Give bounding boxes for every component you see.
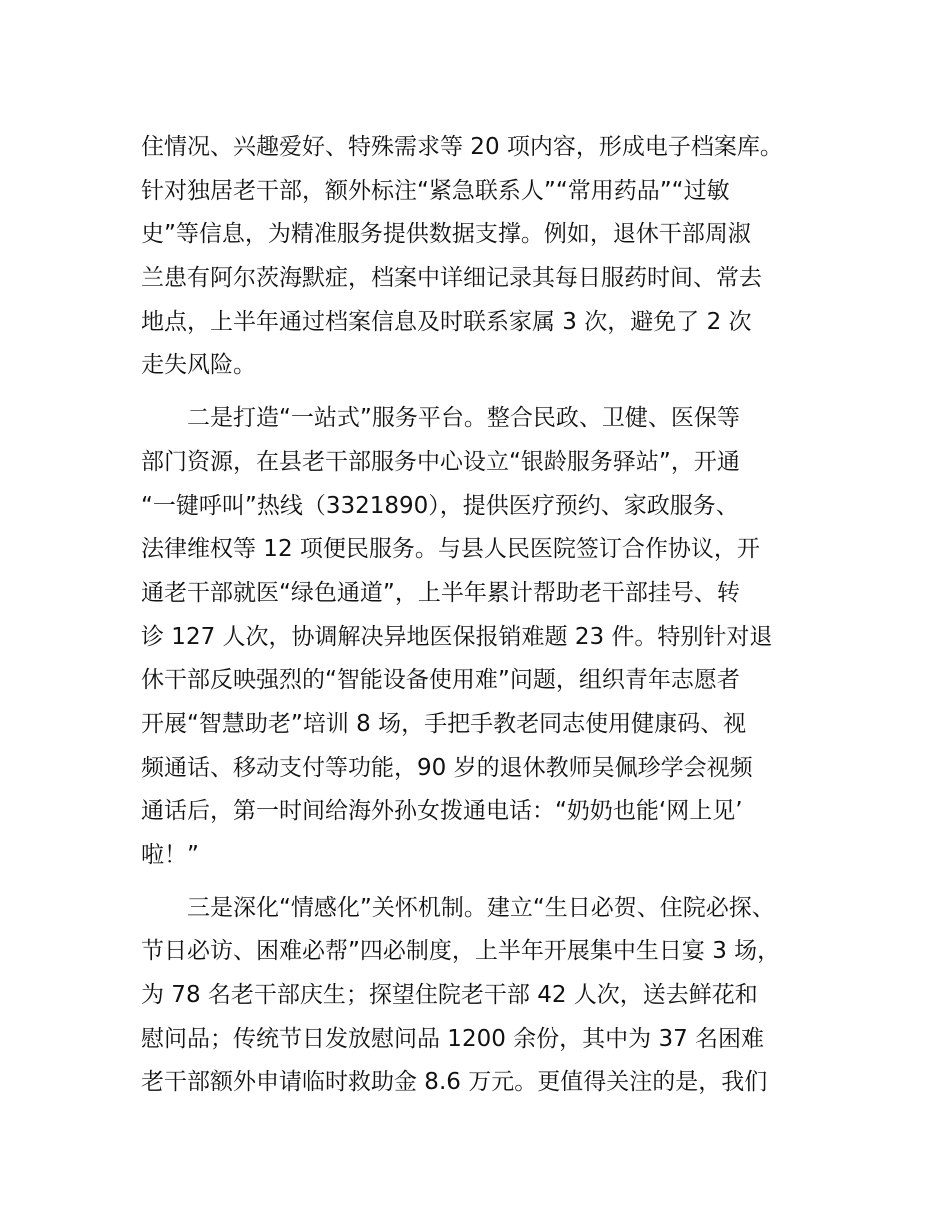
- paragraph: [141, 887, 831, 1105]
- text-line: 频通话、移动支付等功能，90 岁的退休教师吴佩珍学会视频: [141, 754, 753, 781]
- paragraph: [141, 397, 831, 878]
- text-line: 史”等信息，为精准服务提供数据支撑。例如，退休干部周淑: [141, 221, 751, 248]
- text-line: 兰患有阿尔茨海默症，档案中详细记录其每日服药时间、常去: [141, 265, 762, 292]
- text-line: 节日必访、困难必帮”四必制度，上半年开展集中生日宴 3 场，: [141, 938, 781, 965]
- text-line: 三是深化“情感化”关怀机制。建立“生日必贺、住院必探、: [141, 894, 775, 921]
- text-line: 休干部反映强烈的“智能设备使用难”问题，组织青年志愿者: [141, 667, 740, 694]
- text-line: “一键呼叫”热线（3321890），提供医疗预约、家政服务、: [141, 492, 739, 519]
- paragraph: [141, 126, 831, 388]
- text-line: 通话后，第一时间给海外孙女拨通电话：“奶奶也能‘网上见’: [141, 798, 743, 825]
- text-line: 针对独居老干部，额外标注“紧急联系人”“常用药品”“过敏: [141, 177, 730, 204]
- text-line: 为 78 名老干部庆生；探望住院老干部 42 人次，送去鲜花和: [141, 982, 758, 1009]
- text-line: 啦！”: [141, 842, 199, 868]
- text-line: 地点，上半年通过档案信息及时联系家属 3 次，避免了 2 次: [141, 308, 752, 335]
- text-line: 慰问品；传统节日发放慰问品 1200 余份，其中为 37 名困难: [141, 1025, 765, 1052]
- text-line: 通老干部就医“绿色通道”，上半年累计帮助老干部挂号、转: [141, 579, 740, 606]
- text-line: 诊 127 人次，协调解决异地医保报销难题 23 件。特别针对退: [141, 623, 773, 650]
- body-text: [141, 126, 831, 1105]
- text-line: 部门资源，在县老干部服务中心设立“银龄服务驿站”，开通: [141, 448, 740, 475]
- text-line: 老干部额外申请临时救助金 8.6 万元。更值得关注的是，我们: [141, 1069, 768, 1096]
- text-line: 走失风险。: [141, 352, 256, 379]
- text-line: 法律维权等 12 项便民服务。与县人民医院签订合作协议，开: [141, 536, 760, 563]
- text-line: 开展“智慧助老”培训 8 场，手把手教老同志使用健康码、视: [141, 710, 747, 737]
- text-line: 二是打造“一站式”服务平台。整合民政、卫健、医保等: [141, 405, 740, 432]
- text-line: 住情况、兴趣爱好、特殊需求等 20 项内容，形成电子档案库。: [141, 134, 783, 160]
